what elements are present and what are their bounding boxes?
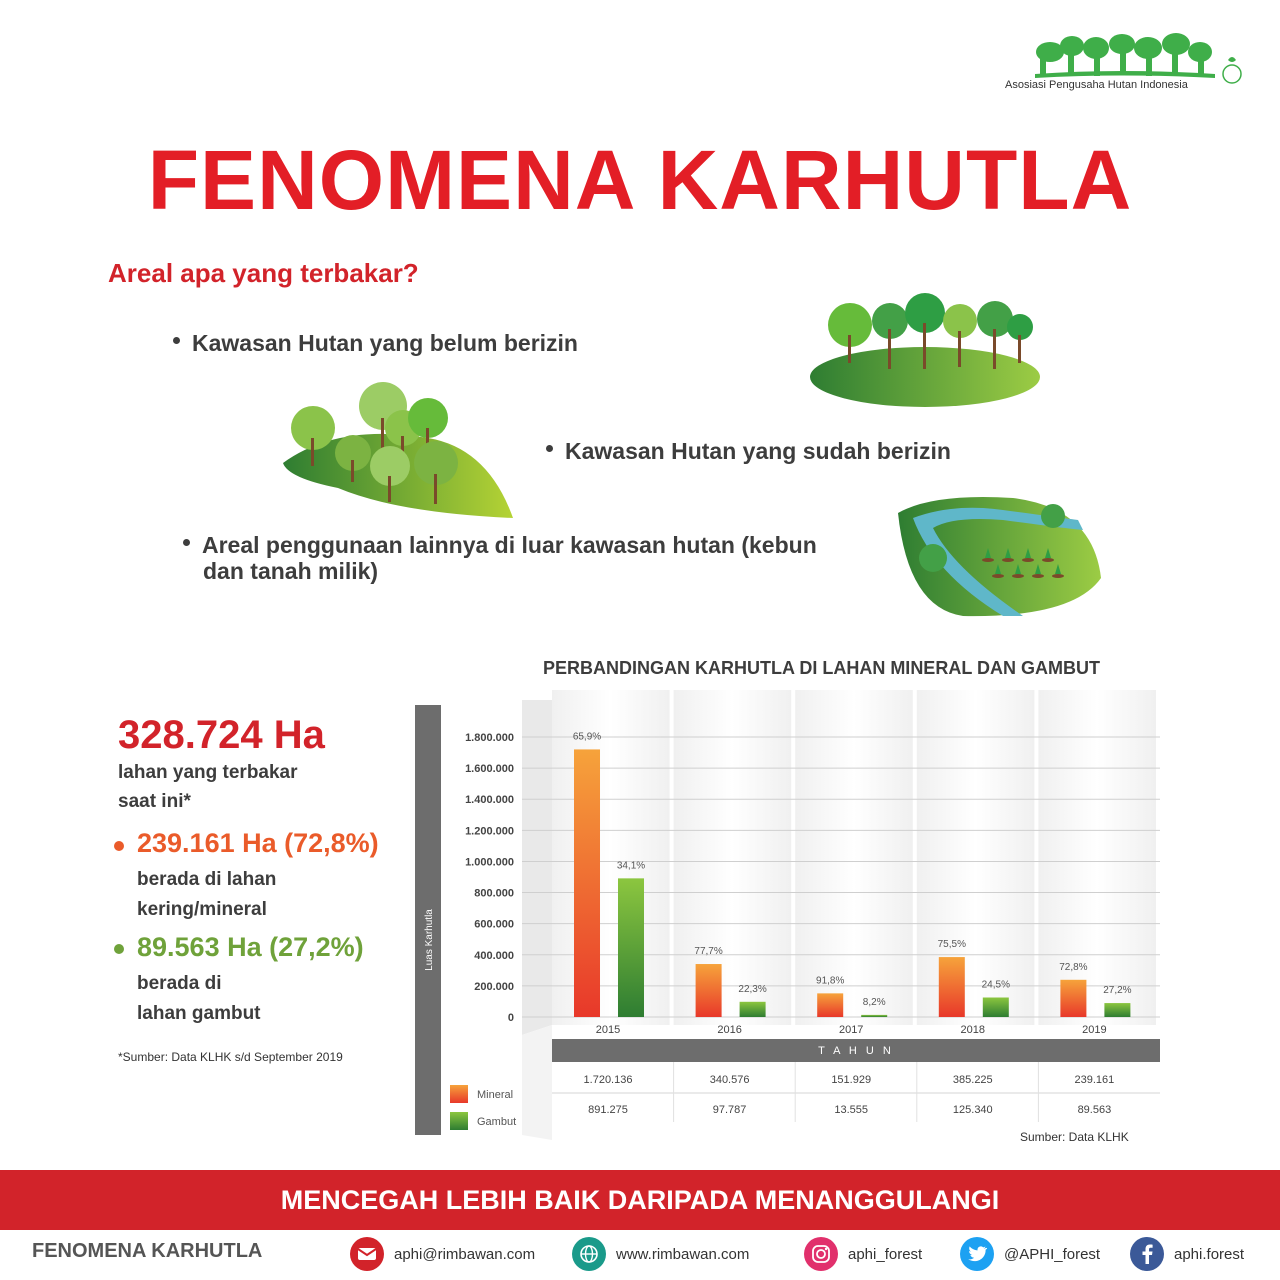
- gambut-bar: [740, 1002, 766, 1017]
- table-value: 340.576: [709, 1074, 750, 1086]
- chart-title: PERBANDINGAN KARHUTLA DI LAHAN MINERAL DAN GAMBUT: [543, 658, 1100, 678]
- logo-text: Asosiasi Pengusaha Hutan Indonesia: [1005, 79, 1188, 91]
- mineral-desc-line2: kering/mineral: [137, 899, 267, 920]
- contact-twitter[interactable]: [960, 1236, 1100, 1272]
- email-text: aphi@rimbawan.com: [394, 1245, 536, 1263]
- percent-label: 27,2%: [1103, 985, 1132, 997]
- x-axis-label: T A H U N: [818, 1045, 894, 1057]
- y-tick-label: 1.000.000: [465, 856, 514, 869]
- forest-illustration: [805, 285, 1055, 415]
- total-desc-line1: lahan yang terbakar: [118, 762, 298, 783]
- mineral-value: 239.161 Ha (72,8%): [137, 828, 379, 858]
- mineral-bar: [939, 957, 965, 1017]
- table-value: 891.275: [588, 1104, 628, 1116]
- area-item-other-cont: dan tanah milik): [203, 558, 379, 584]
- contact-email[interactable]: [350, 1236, 535, 1272]
- bar-chart: [410, 690, 1170, 1140]
- contact-instagram[interactable]: [804, 1236, 922, 1272]
- total-burned-value: 328.724 Ha: [118, 713, 325, 757]
- y-axis-label: Luas Karhutla: [424, 909, 435, 971]
- y-tick-label: 1.600.000: [465, 763, 514, 776]
- table-value: 1.720.136: [583, 1074, 633, 1086]
- facebook-text: aphi.forest: [1174, 1245, 1245, 1263]
- banner-slogan: MENCEGAH LEBIH BAIK DARIPADA MENANGGULANGI: [280, 1185, 1000, 1215]
- year-column-bg: [917, 690, 1035, 1025]
- globe-icon: [572, 1237, 606, 1271]
- area-label: Kawasan Hutan yang belum berizin: [192, 330, 578, 356]
- y-tick-label: 400.000: [474, 949, 514, 962]
- instagram-icon: [804, 1237, 838, 1271]
- percent-label: 8,2%: [862, 996, 886, 1008]
- year-column-bg: [795, 690, 913, 1025]
- table-value: 151.929: [831, 1074, 872, 1086]
- percent-label: 22,3%: [738, 983, 767, 995]
- twitter-text: @APHI_forest: [1004, 1245, 1101, 1263]
- mineral-bar: [574, 749, 600, 1017]
- percent-label: 72,8%: [1059, 961, 1088, 973]
- area-item-unlicensed: [173, 330, 578, 356]
- y-tick-label: 1.400.000: [465, 794, 514, 807]
- y-tick-label: 1.800.000: [465, 732, 514, 744]
- table-value: 13.555: [834, 1104, 869, 1116]
- gambut-bar: [861, 1015, 887, 1017]
- stats-source: *Sumber: Data KLHK s/d September 2019: [118, 1050, 343, 1064]
- gambut-bar: [1104, 1003, 1130, 1017]
- area-item-other: [183, 532, 817, 558]
- website-text: www.rimbawan.com: [616, 1245, 750, 1263]
- percent-label: 77,7%: [694, 946, 723, 958]
- bullet-dot: [546, 445, 553, 452]
- total-desc-line2: saat ini*: [118, 791, 191, 812]
- mineral-bar: [1060, 980, 1086, 1017]
- area-label: Kawasan Hutan yang sudah berizin: [565, 438, 951, 464]
- legend-mineral-swatch: [450, 1085, 468, 1103]
- mineral-bullet: [114, 841, 124, 851]
- percent-label: 91,8%: [816, 975, 845, 987]
- footer-title: FENOMENA KARHUTLA: [32, 1240, 263, 1262]
- percent-label: 24,5%: [981, 979, 1010, 991]
- chart-side-wall: [522, 700, 552, 1035]
- instagram-text: aphi_forest: [848, 1245, 923, 1263]
- licensed-forest-illustration: [278, 378, 518, 526]
- contact-website[interactable]: [572, 1236, 749, 1272]
- question-heading: Areal apa yang terbakar?: [108, 258, 419, 288]
- area-item-licensed: [546, 438, 951, 464]
- legend-label: Gambut: [477, 1116, 517, 1128]
- year-column-bg: [674, 690, 792, 1025]
- table-value: 125.340: [952, 1104, 993, 1116]
- legend-gambut-swatch: [450, 1112, 468, 1130]
- mineral-bar: [817, 993, 843, 1017]
- table-value: 89.563: [1077, 1104, 1112, 1116]
- x-tick-label: 2015: [595, 1024, 621, 1036]
- x-tick-label: 2016: [717, 1024, 742, 1036]
- legend-label: Mineral: [477, 1089, 514, 1101]
- percent-label: 65,9%: [572, 731, 602, 743]
- year-column-bg: [1038, 690, 1156, 1025]
- table-value: 385.225: [952, 1074, 993, 1086]
- gambut-desc-line1: berada di: [137, 973, 222, 994]
- facebook-icon: [1130, 1237, 1164, 1271]
- percent-label: 75,5%: [937, 939, 966, 951]
- table-value: 239.161: [1074, 1074, 1115, 1086]
- x-tick-label: 2019: [1082, 1024, 1107, 1036]
- y-tick-label: 0: [507, 1012, 514, 1024]
- gambut-bar: [983, 998, 1009, 1017]
- email-icon: [350, 1237, 384, 1271]
- year-column-bg: [552, 690, 670, 1025]
- gambut-bullet: [114, 944, 124, 954]
- y-tick-label: 800.000: [474, 887, 514, 900]
- y-tick-label: 600.000: [474, 918, 514, 931]
- mineral-bar: [696, 964, 722, 1017]
- y-tick-label: 1.200.000: [465, 825, 514, 838]
- plantation-illustration: [893, 488, 1103, 623]
- gambut-desc-line2: lahan gambut: [137, 1003, 261, 1024]
- mineral-desc-line1: berada di lahan: [137, 869, 277, 890]
- x-tick-label: 2017: [838, 1024, 864, 1036]
- table-value: 97.787: [712, 1104, 747, 1116]
- y-tick-label: 200.000: [474, 980, 514, 993]
- gambut-bar: [618, 878, 644, 1017]
- x-tick-label: 2018: [960, 1024, 986, 1036]
- bullet-dot: [173, 337, 180, 344]
- bullet-dot: [183, 539, 190, 546]
- area-label: Areal penggunaan lainnya di luar kawasan hutan (kebun: [202, 532, 817, 558]
- page-title: FENOMENA KARHUTLA: [147, 133, 1133, 227]
- contact-facebook[interactable]: [1130, 1236, 1244, 1272]
- gambut-value: 89.563 Ha (27,2%): [137, 932, 364, 962]
- twitter-icon: [960, 1237, 994, 1271]
- chart-source: Sumber: Data KLHK: [1020, 1130, 1129, 1144]
- percent-label: 34,1%: [616, 860, 646, 872]
- chart-side-wall-lower: [522, 1025, 552, 1140]
